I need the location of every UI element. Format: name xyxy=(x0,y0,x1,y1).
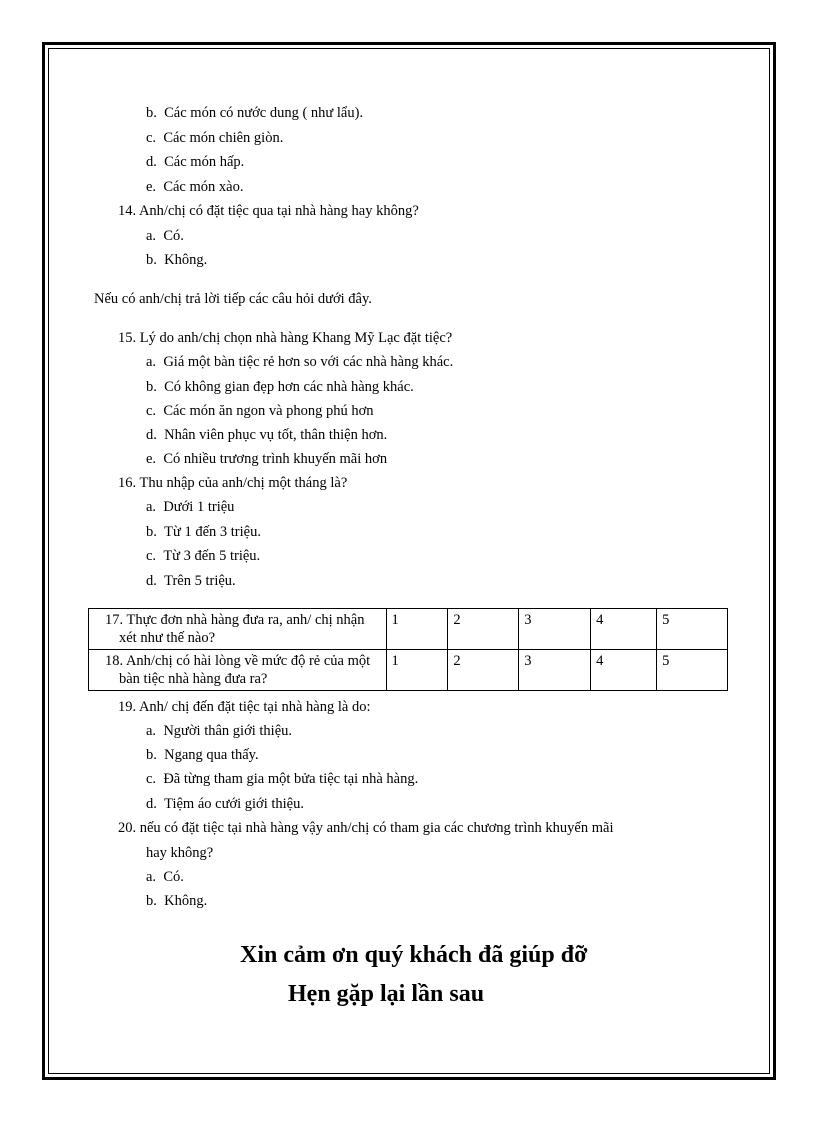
closing-thanks: Xin cảm ơn quý khách đã giúp đỡ xyxy=(240,942,588,968)
q17-score-2[interactable]: 2 xyxy=(448,609,519,650)
q17-score-1[interactable]: 1 xyxy=(386,609,448,650)
q20-option-b: b. Không. xyxy=(146,893,208,909)
q15-option-a: a. Giá một bàn tiệc rẻ hơn so với các nhà hàng khác. xyxy=(146,354,454,370)
q13-option-e: e. Các món xào. xyxy=(146,179,244,195)
q19-option-d: d. Tiệm áo cưới giới thiệu. xyxy=(146,796,304,812)
q19-option-a: a. Người thân giới thiệu. xyxy=(146,723,293,739)
q16-option-b: b. Từ 1 đến 3 triệu. xyxy=(146,524,261,540)
q16-question: 16. Thu nhập của anh/chị một tháng là? xyxy=(118,475,348,491)
table-row xyxy=(89,609,728,650)
q15-option-b: b. Có không gian đẹp hơn các nhà hàng khác. xyxy=(146,379,414,395)
q13-option-c: c. Các món chiên giòn. xyxy=(146,130,284,146)
q15-question: 15. Lý do anh/chị chọn nhà hàng Khang Mỹ Lạc đặt tiệc? xyxy=(118,330,453,346)
q20-question: 20. nếu có đặt tiệc tại nhà hàng vậy anh/chị có tham gia các chương trình khuyến mãi xyxy=(118,820,614,836)
q17-question: 17. Thực đơn nhà hàng đưa ra, anh/ chị nhận xét như thế nào? xyxy=(89,609,387,650)
q18-score-3[interactable]: 3 xyxy=(519,650,591,691)
q17-score-5[interactable]: 5 xyxy=(657,609,728,650)
q19-question: 19. Anh/ chị đến đặt tiệc tại nhà hàng là do: xyxy=(118,699,371,715)
q17-score-4[interactable]: 4 xyxy=(591,609,657,650)
q18-question: 18. Anh/chị có hài lòng về mức độ rẻ của một bàn tiệc nhà hàng đưa ra? xyxy=(89,650,387,691)
q15-option-d: d. Nhân viên phục vụ tốt, thân thiện hơn. xyxy=(146,427,388,443)
q14-option-b: b. Không. xyxy=(146,252,208,268)
q15-option-e: e. Có nhiều trương trình khuyến mãi hơn xyxy=(146,451,388,467)
q16-option-d: d. Trên 5 triệu. xyxy=(146,573,236,589)
q19-option-c: c. Đã từng tham gia một bửa tiệc tại nhà hàng. xyxy=(146,771,419,787)
rating-table xyxy=(88,608,728,691)
q17-score-3[interactable]: 3 xyxy=(519,609,591,650)
q14-question: 14. Anh/chị có đặt tiệc qua tại nhà hàng hay không? xyxy=(118,203,419,219)
q13-option-b: b. Các món có nước dung ( như lẩu). xyxy=(146,105,364,121)
q14-option-a: a. Có. xyxy=(146,228,184,244)
q13-option-d: d. Các món hấp. xyxy=(146,154,245,170)
q18-score-2[interactable]: 2 xyxy=(448,650,519,691)
q20-question-continued: hay không? xyxy=(146,845,214,861)
q18-score-1[interactable]: 1 xyxy=(386,650,448,691)
q16-option-a: a. Dưới 1 triệu xyxy=(146,499,235,515)
q18-score-4[interactable]: 4 xyxy=(591,650,657,691)
q15-option-c: c. Các món ăn ngon và phong phú hơn xyxy=(146,403,374,419)
q18-score-5[interactable]: 5 xyxy=(657,650,728,691)
q19-option-b: b. Ngang qua thấy. xyxy=(146,747,259,763)
q16-option-c: c. Từ 3 đến 5 triệu. xyxy=(146,548,261,564)
closing-farewell: Hẹn gặp lại lần sau xyxy=(288,981,485,1007)
instruction-note: Nếu có anh/chị trả lời tiếp các câu hỏi dưới đây. xyxy=(94,291,372,307)
q20-option-a: a. Có. xyxy=(146,869,184,885)
table-row xyxy=(89,650,728,691)
